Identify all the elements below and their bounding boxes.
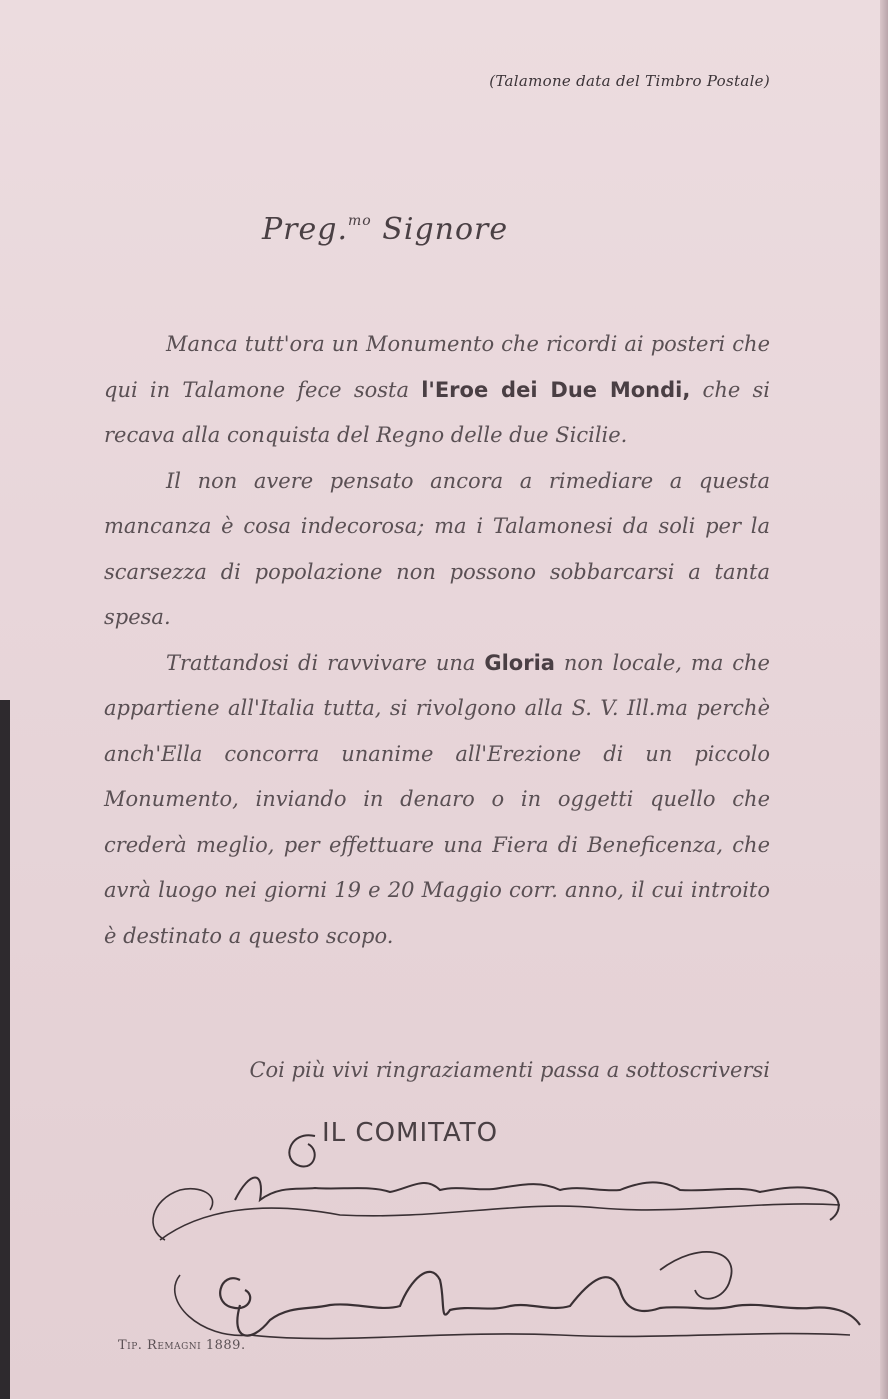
paragraph-1 [104, 322, 770, 459]
signature-1-underline [160, 1204, 840, 1240]
salutation-word: Signore [382, 212, 509, 247]
closing-line: Coi più vivi ringraziamenti passa a sottoscriversi [249, 1058, 770, 1082]
printer-imprint: Tip. Remagni 1889. [118, 1338, 246, 1353]
salutation-superscript: mo [348, 213, 372, 229]
handwritten-signatures [140, 1130, 870, 1370]
signature-1-loop [153, 1189, 213, 1240]
paragraph-3-text-b: non locale, ma che appartiene all'Italia tutta, si rivolgono alla S. V. Ill.ma perchè anch'Ella concorra unanime all'Erezione di un piccolo Monumento, inviando in denaro o in oggetti quello che crederà meglio, per effettuare una Fiera di Beneficenza, che avrà luogo nei giorni 19 e 20 Maggio corr. anno, il cui introito è destinato a questo scopo. [104, 650, 770, 948]
header-note: (Talamone data del Timbro Postale) [489, 72, 770, 90]
salutation-prefix: Preg. [262, 212, 349, 247]
signature-flourish [289, 1135, 315, 1166]
paragraph-2: Il non avere pensato ancora a rimediare a questa mancanza è cosa indecorosa; ma i Talamonesi da soli per la scarsezza di popolazione non possono sobbarcarsi a tanta spesa. [104, 468, 770, 629]
signature-2-loop [660, 1252, 732, 1299]
paragraph-1-text-b: che si recava alla conquista del Regno delle due Sicilie. [104, 377, 770, 447]
signature-2-stroke [220, 1272, 860, 1336]
paragraph-3-text-a: Trattandosi di ravvivare una [166, 650, 485, 675]
committee-heading: IL COMITATO [322, 1118, 499, 1148]
paragraph-3 [104, 641, 770, 960]
hero-phrase: l'Eroe dei Due Mondi, [421, 377, 691, 402]
paragraph-1-text-a: Manca tutt'ora un Monumento che ricordi ai posteri che qui in Talamone fece sosta [104, 332, 770, 402]
signature-2-flourish [175, 1275, 850, 1339]
paper-edge-shadow [880, 0, 888, 1399]
signature-1-stroke [235, 1178, 839, 1221]
torn-edge [0, 700, 10, 1399]
salutation [262, 212, 508, 247]
gloria-word: Gloria [484, 650, 555, 675]
letter-body [104, 322, 770, 959]
